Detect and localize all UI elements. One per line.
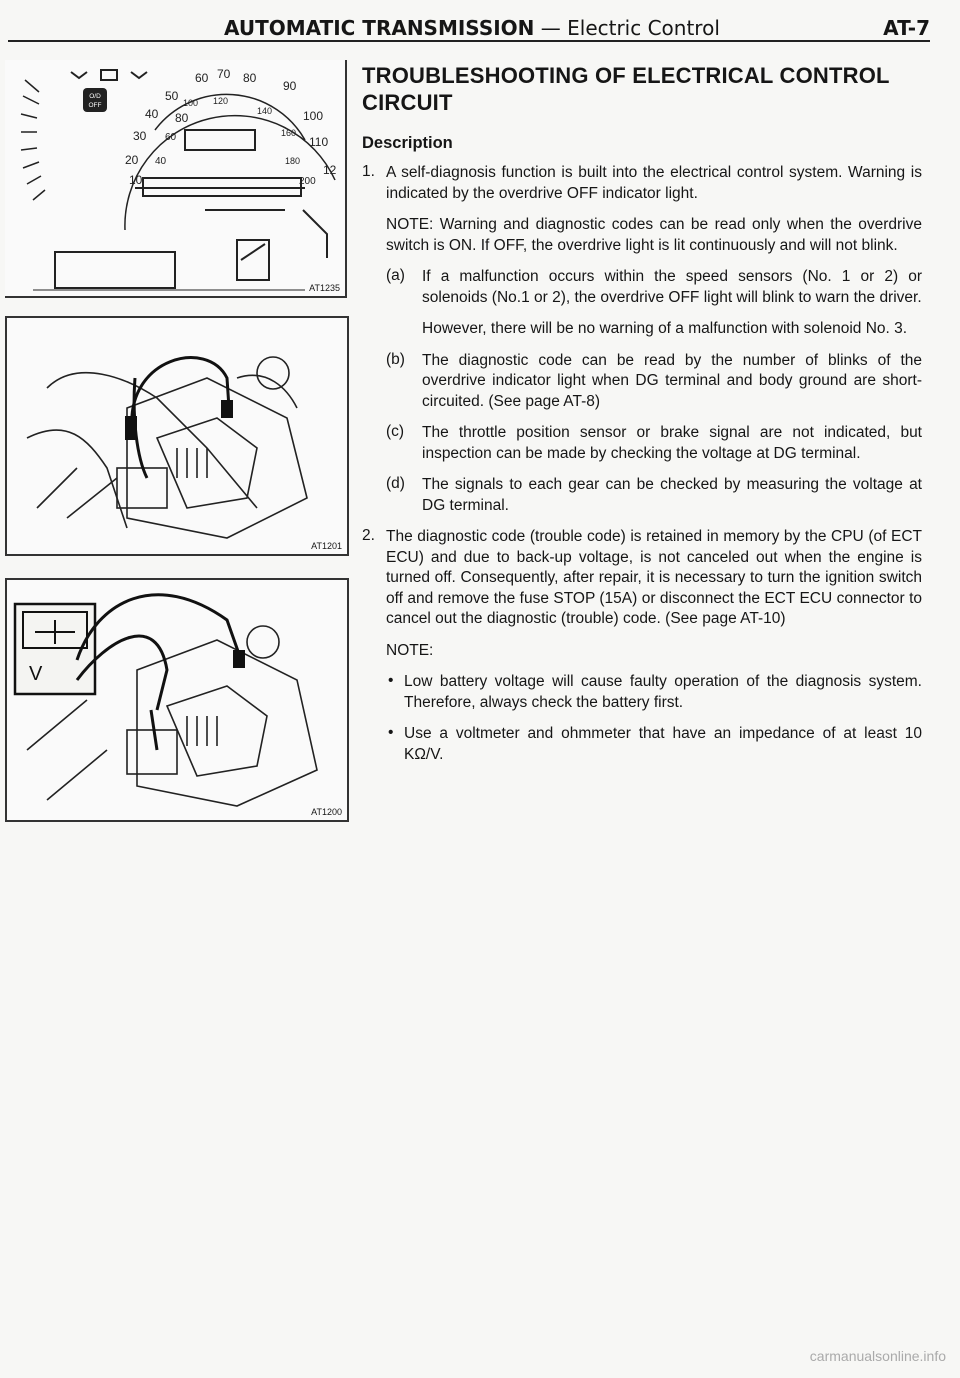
hood-edge-line <box>47 373 257 508</box>
sub-item-label: (c) <box>386 423 405 440</box>
turn-signal-right-icon <box>131 72 147 78</box>
svg-text:80: 80 <box>243 71 257 85</box>
probe-clip-icon <box>233 650 245 668</box>
figure-instrument-cluster <box>5 60 347 298</box>
page-title: TROUBLESHOOTING OF ELECTRICAL CONTROL CIRCUIT <box>362 63 890 115</box>
engine-bay-jumper-illustration <box>7 318 343 550</box>
voltmeter-label: V <box>29 663 43 685</box>
svg-text:90: 90 <box>283 79 297 93</box>
section-title-rest: — Electric Control <box>534 16 720 40</box>
svg-text:110: 110 <box>309 135 329 149</box>
check-connector <box>247 626 279 658</box>
figure-code: AT1235 <box>309 283 340 293</box>
svg-text:40: 40 <box>155 156 167 167</box>
item-note-label: NOTE: <box>386 641 434 659</box>
svg-text:12: 12 <box>323 163 337 177</box>
text-column <box>362 62 922 776</box>
figure-code: AT1200 <box>311 807 342 817</box>
sub-item-d <box>386 475 922 516</box>
item-note: NOTE: Warning and diagnostic codes can be read only when the overdrive switch is ON. If OFF, the overdrive light is lit continuously and will not blink. <box>386 216 922 254</box>
figure-voltmeter-connection <box>5 578 349 822</box>
lower-display-box <box>55 252 175 288</box>
svg-text:60: 60 <box>195 71 209 85</box>
bullet-text: Use a voltmeter and ohmmeter that have an impedance of at least 10 KΩ/V. <box>404 725 922 763</box>
speedometer-arc <box>125 116 335 230</box>
svg-text:180: 180 <box>285 156 301 166</box>
jumper-wire <box>132 358 229 428</box>
sub-item-label: (d) <box>386 475 405 492</box>
figure-short-circuit-connection <box>5 316 349 556</box>
watermark-footer: carmanualsonline.info <box>809 1348 946 1364</box>
svg-text:120: 120 <box>213 96 229 106</box>
odometer-window <box>185 130 255 150</box>
sub-item-text: If a malfunction occurs within the speed sensors (No. 1 or 2) or solenoids (No.1 or 2), the overdrive OFF light will blink to warn the driver. <box>422 268 922 306</box>
warning-light-icon <box>101 70 117 80</box>
jumper-clip-left-icon <box>125 416 137 440</box>
svg-text:160: 160 <box>281 128 297 138</box>
bullet-text: Low battery voltage will cause faulty operation of the diagnosis system. Therefore, always check the battery first. <box>404 673 922 711</box>
svg-text:50: 50 <box>165 89 179 103</box>
bullet-item <box>386 672 922 713</box>
header-rule <box>8 40 930 42</box>
section-title-bold: AUTOMATIC TRANSMISSION <box>224 16 535 40</box>
engine-block-outline <box>137 640 317 806</box>
svg-text:30: 30 <box>133 129 147 143</box>
page-number: AT-7 <box>883 16 930 40</box>
check-connector <box>257 357 289 389</box>
sub-item-b <box>386 351 922 413</box>
svg-text:40: 40 <box>145 107 159 121</box>
jumper-clip-right-icon <box>221 400 233 418</box>
svg-text:80: 80 <box>175 111 189 125</box>
page-header <box>218 14 930 42</box>
svg-text:10: 10 <box>129 173 143 187</box>
item-text: The diagnostic code (trouble code) is retained in memory by the CPU (of ECT ECU) and due to back-up voltage, is not canceled out when the engine is turned off. Consequently, after repair, it is necessary to turn the ignition switch off and remove the fuse STOP (15A) or disconnect the ECT ECU connector to cancel out the diagnostic (trouble) code. (See page AT-10) <box>386 528 922 627</box>
engine-block-outline <box>127 378 307 538</box>
sub-item-label: (b) <box>386 350 405 368</box>
svg-text:60: 60 <box>165 132 177 143</box>
svg-text:200: 200 <box>299 176 316 187</box>
sub-item-c <box>386 423 922 464</box>
voltmeter-illustration <box>7 580 343 816</box>
sub-item-text: The throttle position sensor or brake signal are not indicated, but inspection can be made by checking the voltage at DG terminal. <box>422 424 922 462</box>
sub-item-label: (a) <box>386 267 405 284</box>
connector-block <box>117 468 167 508</box>
sub-item-extra: However, there will be no warning of a malfunction with solenoid No. 3. <box>422 320 908 337</box>
instrument-cluster-illustration <box>5 60 343 294</box>
od-indicator-line2: OFF <box>88 102 102 109</box>
turn-signal-left-icon <box>71 72 87 78</box>
item-number: 2. <box>362 527 375 544</box>
sub-item-a <box>386 267 922 340</box>
probe-lead-positive <box>77 595 239 660</box>
description-heading: Description <box>362 134 453 152</box>
gauge-temp-needle <box>303 210 327 258</box>
item-number: 1. <box>362 163 375 180</box>
svg-text:70: 70 <box>217 67 231 81</box>
section-title <box>224 16 720 40</box>
bullet-dot-icon: • <box>388 672 394 689</box>
svg-text:140: 140 <box>257 106 273 116</box>
svg-text:20: 20 <box>125 153 139 167</box>
od-indicator-line1: O/D <box>89 93 101 100</box>
connector-block <box>127 730 177 774</box>
sub-item-text: The diagnostic code can be read by the number of blinks of the overdrive indicator light when DG terminal and body ground are short-circuited. (See page AT-8) <box>422 351 922 410</box>
svg-text:100: 100 <box>303 109 324 123</box>
item-text: A self-diagnosis function is built into the electrical control system. Warning is indicated by the overdrive OFF indicator light. <box>386 164 922 202</box>
tachometer-ticks <box>21 80 45 200</box>
list-item-2 <box>362 527 922 765</box>
bullet-dot-icon: • <box>388 724 394 741</box>
sub-item-text: The signals to each gear can be checked by measuring the voltage at DG terminal. <box>422 476 922 514</box>
list-item-1 <box>362 163 922 516</box>
svg-text:100: 100 <box>183 98 199 108</box>
figure-code: AT1201 <box>311 541 342 551</box>
bullet-item <box>386 724 922 765</box>
